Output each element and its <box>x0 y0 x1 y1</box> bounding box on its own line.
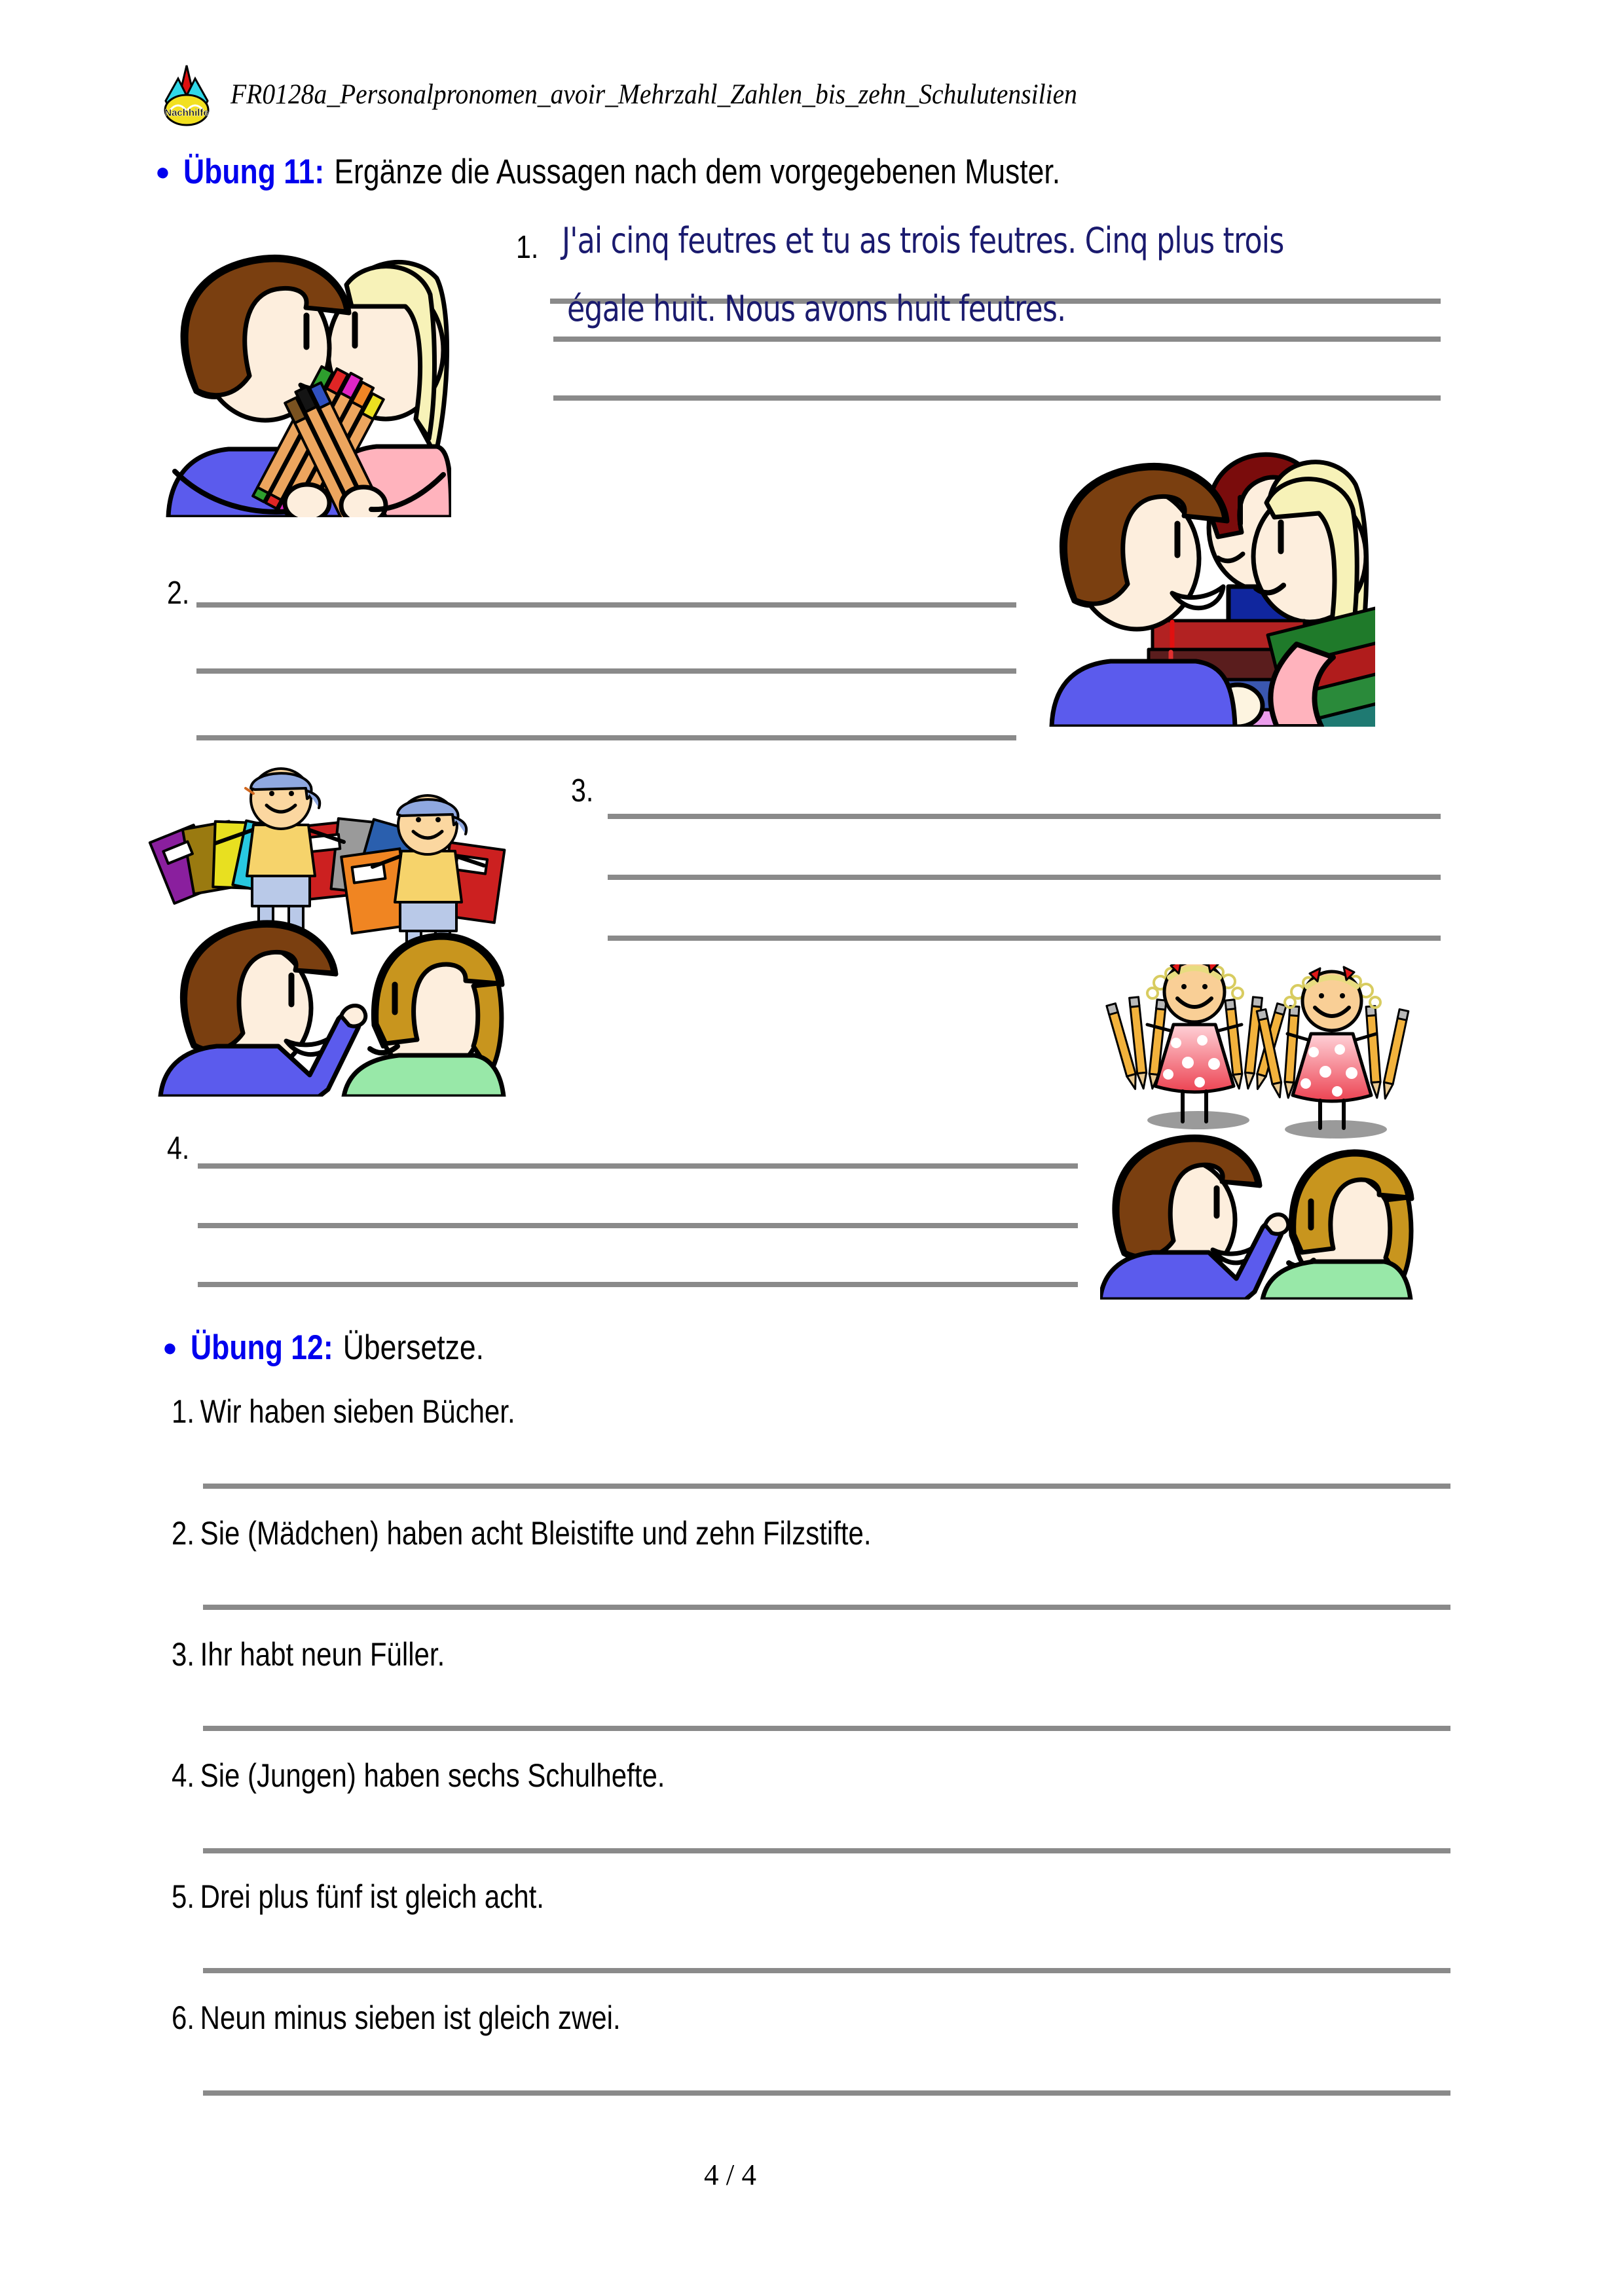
example-answer-line2: égale huit. Nous avons huit feutres. <box>567 288 1066 329</box>
answer-line <box>203 1484 1450 1489</box>
bullet-icon: ● <box>162 1334 177 1362</box>
uebung11-heading <box>155 152 1227 192</box>
answer-line <box>203 1848 1450 1853</box>
uebung12-heading <box>162 1328 540 1368</box>
answer-line <box>553 395 1441 401</box>
uebung12-item-4: 4. Sie (Jungen) haben sechs Schulhefte. <box>172 1757 665 1794</box>
answer-line <box>198 1223 1078 1228</box>
svg-text:Nachhilfe: Nachhilfe <box>164 107 209 118</box>
uebung12-instruction: Übersetze. <box>342 1328 485 1367</box>
answer-line <box>196 668 1016 674</box>
uebung12-label: Übung 12: <box>190 1328 333 1367</box>
answer-line <box>553 337 1441 342</box>
answer-line <box>203 1605 1450 1610</box>
answer-line <box>196 602 1016 608</box>
uebung12-item-6: 6. Neun minus sieben ist gleich zwei. <box>172 1999 621 2036</box>
answer-line <box>608 875 1441 880</box>
answer-line <box>203 1968 1450 1973</box>
answer-line <box>203 1726 1450 1731</box>
uebung12-item-3: 3. Ihr habt neun Füller. <box>172 1636 445 1673</box>
clipart-boy-girl-colored-pencils <box>155 223 451 517</box>
clipart-boys-kids-notebooks <box>147 765 511 1097</box>
item3-number: 3. <box>571 773 594 809</box>
answer-line <box>196 735 1016 740</box>
uebung11-label: Übung 11: <box>183 153 325 191</box>
clipart-boys-girls-pencils <box>1100 964 1418 1300</box>
page-number: 4 / 4 <box>703 2159 756 2191</box>
uebung12-item-1: 1. Wir haben sieben Bücher. <box>172 1393 515 1430</box>
answer-line <box>608 936 1441 941</box>
uebung12-item-2: 2. Sie (Mädchen) haben acht Bleistifte und zehn Filzstifte. <box>172 1515 872 1552</box>
item2-number: 2. <box>167 575 190 611</box>
worksheet-title <box>231 79 1151 111</box>
example-answer-line1: J'ai cinq feutres et tu as trois feutres. Cinq plus trois <box>562 220 1284 261</box>
clipart-children-with-books <box>1033 424 1375 727</box>
worksheet-title-text: FR0128a_Personalpronomen_avoir_Mehrzahl_Zahlen_bis_zehn_Schulutensilien <box>231 79 1077 110</box>
bullet-icon: ● <box>155 158 170 186</box>
example-number: 1. <box>516 230 539 265</box>
uebung11-instruction: Ergänze die Aussagen nach dem vorgegebenen Muster. <box>334 153 1061 191</box>
uebung12-item-5: 5. Drei plus fünf ist gleich acht. <box>172 1878 544 1915</box>
answer-line <box>198 1163 1078 1169</box>
nachhilfe-logo-icon <box>164 64 210 127</box>
answer-line <box>203 2090 1450 2096</box>
item4-number: 4. <box>167 1131 190 1166</box>
answer-line <box>608 814 1441 819</box>
answer-line <box>198 1282 1078 1287</box>
